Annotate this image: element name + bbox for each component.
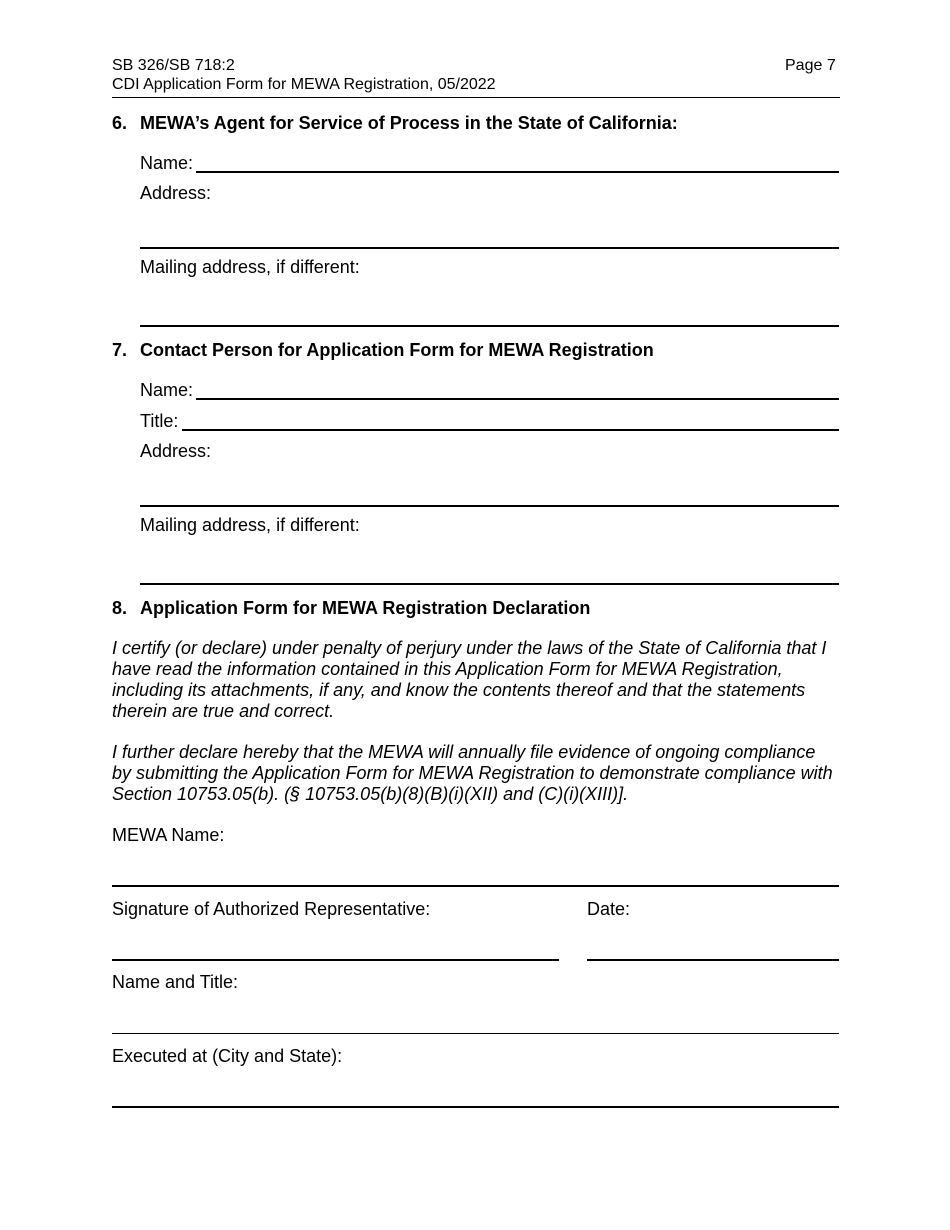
section-6-address-label: Address:	[140, 183, 212, 203]
section-7-title: Contact Person for Application Form for MEWA Registration	[140, 340, 654, 360]
signature-label: Signature of Authorized Representative:	[112, 899, 431, 919]
date-field[interactable]	[587, 959, 839, 961]
section-6-mailing-label: Mailing address, if different:	[140, 257, 360, 277]
executed-at-field[interactable]	[112, 1106, 839, 1108]
header-page-number: Page 7	[785, 57, 836, 74]
section-7-name-field[interactable]	[196, 398, 839, 400]
mewa-name-label: MEWA Name:	[112, 825, 225, 845]
signature-field[interactable]	[112, 959, 559, 961]
executed-at-label: Executed at (City and State):	[112, 1046, 343, 1066]
header-divider	[112, 97, 840, 98]
section-7-mailing-label: Mailing address, if different:	[140, 515, 360, 535]
name-and-title-field[interactable]	[112, 1033, 839, 1034]
declaration-paragraph-2: I further declare hereby that the MEWA will annually file evidence of ongoing compliance by submitting the Application Form for MEWA Registration to demonstrate compliance with Section 10753.05(b). (§ 10753.05(b)(8)(B)(i)(XII) and (C)(i)(XIII)].	[112, 742, 833, 804]
section-7-title-field[interactable]	[182, 429, 839, 431]
section-6-mailing-field[interactable]	[140, 325, 839, 327]
section-7-number: 7.	[112, 340, 128, 360]
date-label: Date:	[587, 899, 631, 919]
section-6-number: 6.	[112, 113, 128, 133]
mewa-name-field[interactable]	[112, 885, 839, 887]
section-7-address-field[interactable]	[140, 505, 839, 507]
section-8-number: 8.	[112, 598, 128, 618]
name-and-title-label: Name and Title:	[112, 972, 239, 992]
header-doc-id: SB 326/SB 718:2	[112, 57, 235, 74]
section-8-title: Application Form for MEWA Registration Declaration	[140, 598, 591, 618]
section-6-name-label: Name:	[140, 153, 194, 173]
section-7-address-label: Address:	[140, 441, 212, 461]
section-7-name-label: Name:	[140, 380, 194, 400]
section-6-name-field[interactable]	[196, 171, 839, 173]
declaration-paragraph-1: I certify (or declare) under penalty of perjury under the laws of the State of California that I have read the information contained in this Application Form for MEWA Registration, including its attachments, if any, and know the contents thereof and that the statements therein are true and correct.	[112, 638, 827, 721]
header-subtitle: CDI Application Form for MEWA Registration, 05/2022	[112, 76, 496, 93]
section-6-address-field[interactable]	[140, 247, 839, 249]
section-7-title-label: Title:	[140, 411, 179, 431]
section-7-mailing-field[interactable]	[140, 583, 839, 585]
section-6-title: MEWA’s Agent for Service of Process in the State of California:	[140, 113, 678, 133]
